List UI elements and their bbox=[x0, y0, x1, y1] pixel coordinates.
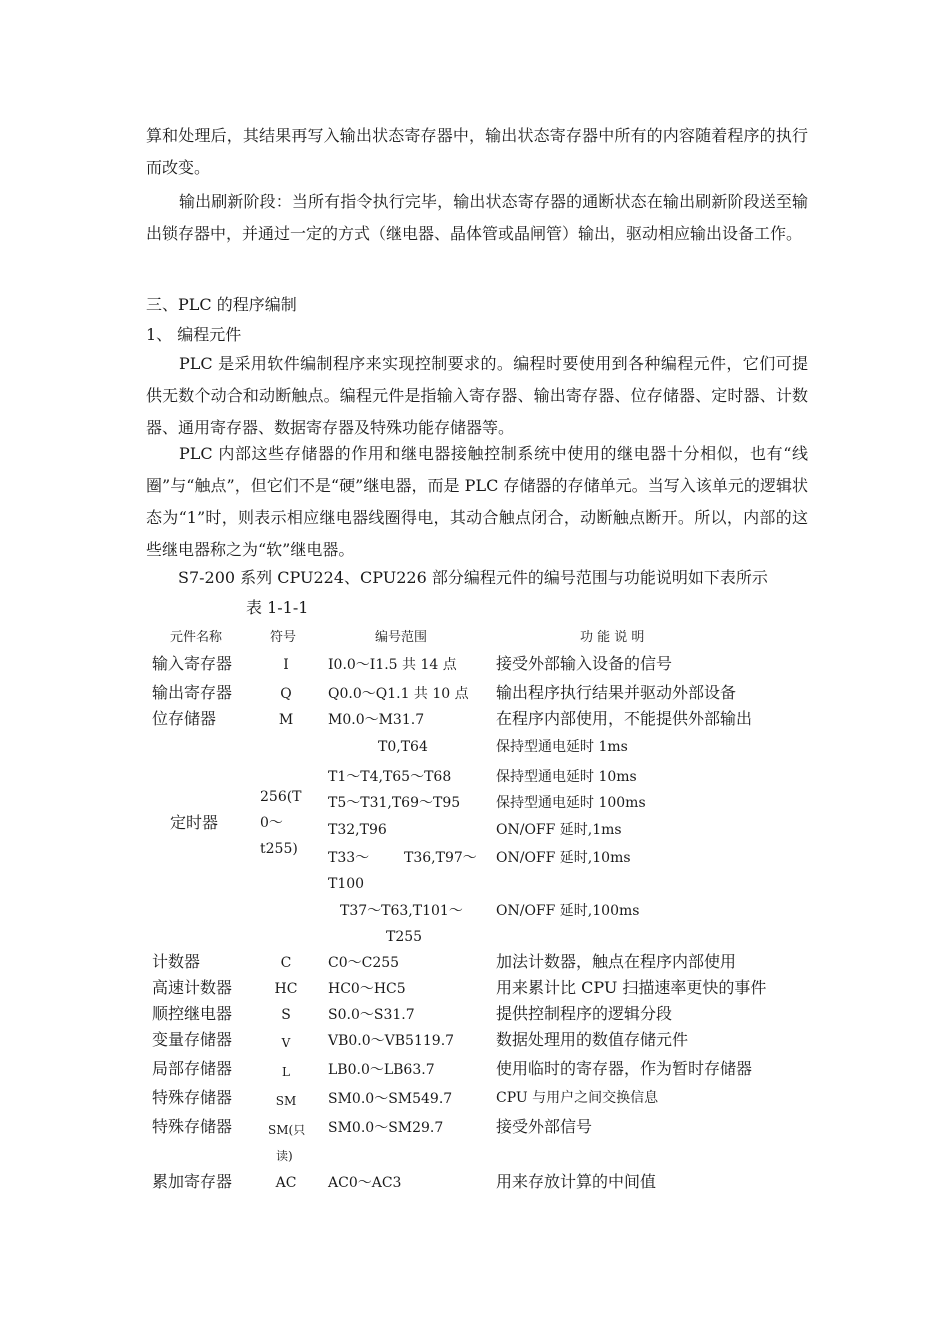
cell-range-line2: T100 bbox=[328, 876, 365, 892]
cell-name: 局部存储器 bbox=[152, 1059, 233, 1078]
cell-name: 变量存储器 bbox=[152, 1030, 233, 1049]
table-header-name: 元件名称 bbox=[170, 630, 223, 645]
cell-range-part1: T33～ bbox=[328, 850, 370, 866]
subsection-heading-programming-elements: 1、 编程元件 bbox=[146, 325, 242, 344]
cell-name: 输出寄存器 bbox=[152, 683, 233, 702]
table-caption: 表 1-1-1 bbox=[246, 598, 309, 617]
cell-name: 顺控继电器 bbox=[152, 1004, 233, 1023]
cell-name: 计数器 bbox=[152, 952, 201, 971]
cell-symbol: AC bbox=[275, 1175, 297, 1191]
table-header-symbol: 符号 bbox=[270, 630, 297, 645]
cell-range: S0.0～S31.7 bbox=[328, 1007, 415, 1023]
cell-range-line2: T255 bbox=[386, 929, 423, 945]
cell-symbol-line2: 读) bbox=[276, 1149, 293, 1163]
cell-range: T5～T31,T69～T95 bbox=[328, 795, 461, 811]
cell-description: 保持型通电延时 100ms bbox=[496, 795, 646, 811]
cell-symbol-line2: 0～ bbox=[260, 815, 283, 831]
section-heading-plc-programming: 三、PLC 的程序编制 bbox=[146, 295, 297, 314]
cell-description: ON/OFF 延时,1ms bbox=[496, 822, 622, 838]
cell-symbol: C bbox=[280, 955, 292, 971]
cell-range: T32,T96 bbox=[328, 822, 387, 838]
cell-symbol-line1: 256(T bbox=[260, 789, 302, 805]
paragraph-programming-elements: PLC 是采用软件编制程序来实现控制要求的。编程时要使用到各种编程元件，它们可提供无数个动合和动断触点。编程元件是指输入寄存器、输出寄存器、位存储器、定时器、计数器、通用寄存器、数据寄存器及特殊功能存储器等。 bbox=[146, 354, 808, 437]
cell-description: 提供控制程序的逻辑分段 bbox=[496, 1004, 673, 1023]
cell-symbol: SM bbox=[275, 1094, 297, 1108]
cell-symbol-line3: t255) bbox=[260, 841, 298, 857]
cell-symbol: L bbox=[282, 1065, 290, 1079]
cell-description: 使用临时的寄存器，作为暂时存储器 bbox=[496, 1059, 753, 1078]
cell-description: 用来累计比 CPU 扫描速率更快的事件 bbox=[496, 978, 767, 997]
cell-name: 高速计数器 bbox=[152, 978, 233, 997]
cell-symbol: M bbox=[278, 712, 294, 728]
cell-description: 输出程序执行结果并驱动外部设备 bbox=[496, 683, 737, 702]
cell-description: 保持型通电延时 1ms bbox=[496, 739, 628, 755]
cell-description: ON/OFF 延时,100ms bbox=[496, 903, 640, 919]
cell-range: HC0～HC5 bbox=[328, 981, 406, 997]
cell-range: LB0.0～LB63.7 bbox=[328, 1062, 435, 1078]
cell-symbol-line1: SM(只 bbox=[268, 1123, 306, 1137]
cell-name: 定时器 bbox=[170, 813, 219, 832]
cell-range: C0～C255 bbox=[328, 955, 400, 971]
cell-description: CPU 与用户之间交换信息 bbox=[496, 1090, 659, 1106]
cell-name: 特殊存储器 bbox=[152, 1117, 233, 1136]
cell-range: SM0.0～SM29.7 bbox=[328, 1120, 444, 1136]
cell-description: 用来存放计算的中间值 bbox=[496, 1172, 657, 1191]
cell-symbol: Q bbox=[280, 686, 292, 702]
cell-range: AC0～AC3 bbox=[328, 1175, 402, 1191]
cell-symbol: I bbox=[283, 657, 289, 673]
cell-range: T37～T63,T101～ bbox=[340, 903, 463, 919]
cell-description: 保持型通电延时 10ms bbox=[496, 769, 637, 785]
cell-range: SM0.0～SM549.7 bbox=[328, 1091, 453, 1107]
cell-name: 特殊存储器 bbox=[152, 1088, 233, 1107]
cell-description: 在程序内部使用，不能提供外部输出 bbox=[496, 709, 753, 728]
cell-symbol: HC bbox=[274, 981, 298, 997]
cell-symbol: S bbox=[281, 1007, 291, 1023]
paragraph-scan-processing: 算和处理后，其结果再写入输出状态寄存器中，输出状态寄存器中所有的内容随着程序的执行而改变。 bbox=[146, 126, 808, 177]
paragraph-soft-relays: PLC 内部这些存储器的作用和继电器接触控制系统中使用的继电器十分相似，也有“线圈”与“触点”，但它们不是“硬”继电器，而是 PLC 存储器的存储单元。当写入该单元的逻辑状态为“1”时，则表示相应继电器线圈得电，其动合触点闭合，动断触点断开。所以，内部的这些继电器称之为“软”继电器。 bbox=[146, 444, 808, 559]
cell-range: VB0.0～VB5119.7 bbox=[328, 1033, 455, 1049]
cell-name: 位存储器 bbox=[152, 709, 217, 728]
cell-range: M0.0～M31.7 bbox=[328, 712, 425, 728]
cell-range: I0.0～I1.5 共 14 点 bbox=[328, 657, 457, 673]
cell-description: 接受外部信号 bbox=[496, 1117, 593, 1136]
table-intro-text: S7-200 系列 CPU224、CPU226 部分编程元件的编号范围与功能说明如下表所示 bbox=[178, 568, 768, 587]
cell-range-part2: T36,T97～ bbox=[404, 850, 477, 866]
cell-symbol: V bbox=[281, 1036, 291, 1050]
cell-range: Q0.0～Q1.1 共 10 点 bbox=[328, 686, 469, 702]
table-header-range: 编号范围 bbox=[375, 630, 428, 645]
cell-description: ON/OFF 延时,10ms bbox=[496, 850, 631, 866]
table-header-description: 功 能 说 明 bbox=[580, 630, 645, 645]
cell-description: 加法计数器，触点在程序内部使用 bbox=[496, 952, 737, 971]
cell-range: T1～T4,T65～T68 bbox=[328, 769, 452, 785]
cell-name: 输入寄存器 bbox=[152, 654, 233, 673]
cell-name: 累加寄存器 bbox=[152, 1172, 233, 1191]
cell-description: 接受外部输入设备的信号 bbox=[496, 654, 673, 673]
paragraph-output-refresh: 输出刷新阶段：当所有指令执行完毕，输出状态寄存器的通断状态在输出刷新阶段送至输出锁存器中，并通过一定的方式（继电器、晶体管或晶闸管）输出，驱动相应输出设备工作。 bbox=[146, 192, 808, 243]
cell-description: 数据处理用的数值存储元件 bbox=[496, 1030, 689, 1049]
cell-range: T0,T64 bbox=[378, 739, 428, 755]
